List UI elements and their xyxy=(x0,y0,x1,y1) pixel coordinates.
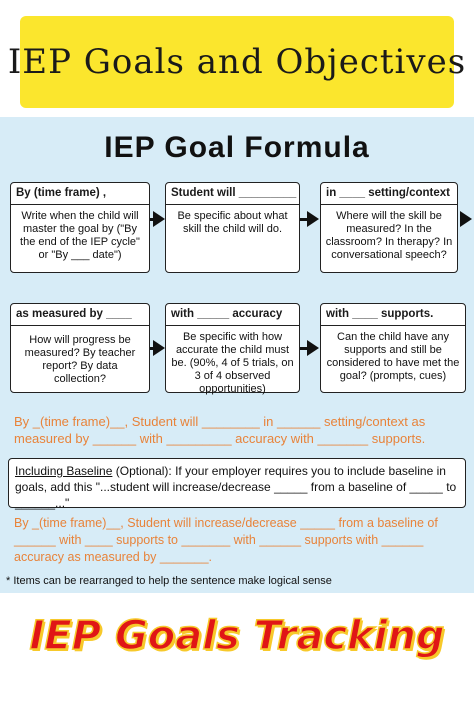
tracking-title: IEP Goals Tracking xyxy=(29,613,445,659)
step-student-text: Be specific about what skill the child will do. xyxy=(177,210,288,235)
step-supports-heading: with ____ supports. xyxy=(321,304,465,326)
step-student-heading: Student will _________ xyxy=(166,183,299,205)
step-accuracy-text: Be specific with how accurate the child must be. (90%, 4 of 5 trials, on 3 of 4 observed opportunities) xyxy=(171,331,294,395)
arrow-right-icon xyxy=(153,211,165,227)
step-time-frame-text: Write when the child will master the goal by ("By the end of the IEP cycle" or "By ___ date") xyxy=(20,210,140,261)
arrow-right-icon xyxy=(307,211,319,227)
step-supports-box xyxy=(320,303,466,393)
step-measured-text: How will progress be measured? By teacher report? By data collection? xyxy=(24,334,136,385)
page-title: IEP Goals and Objectives xyxy=(7,42,467,82)
step-setting-heading: in ____ setting/context xyxy=(321,183,457,205)
step-supports-text: Can the child have any supports and still be considered to have met the goal? (prompts, cues) xyxy=(326,331,460,382)
formula-panel xyxy=(0,117,474,593)
baseline-label: Including Baseline xyxy=(15,464,113,478)
arrow-right-icon xyxy=(153,340,165,356)
arrow-right-icon xyxy=(460,211,472,227)
step-setting-box xyxy=(320,182,458,273)
step-student-box xyxy=(165,182,300,273)
step-accuracy-box xyxy=(165,303,300,393)
baseline-text: (Optional): If your employer requires you to include baseline in goals, add this "...student will increase/decrease _____ from a baseline of _____ to ______..." xyxy=(15,464,457,510)
arrow-right-icon xyxy=(307,340,319,356)
baseline-note xyxy=(8,458,466,508)
step-time-frame-box xyxy=(10,182,150,273)
formula-title: IEP Goal Formula xyxy=(104,131,370,164)
step-accuracy-heading: with _____ accuracy xyxy=(166,304,299,326)
baseline-sentence: By _(time frame)__, Student will increase/decrease _____ from a baseline of ______ with ____ supports to _______ with ______ supports with ______ accuracy as measured by _______. xyxy=(14,516,438,564)
step-time-frame-heading: By (time frame) , xyxy=(11,183,149,205)
formula-sentence: By _(time frame)__, Student will ________ in ______ setting/context as measured by ______ with _________ accuracy with _______ supports. xyxy=(14,414,426,446)
step-measured-heading: as measured by ____ xyxy=(11,304,149,326)
footnote: * Items can be rearranged to help the sentence make logical sense xyxy=(6,575,332,587)
top-banner xyxy=(7,16,467,108)
step-setting-text: Where will the skill be measured? In the classroom? In therapy? In conversational speech? xyxy=(325,210,453,261)
bottom-banner xyxy=(0,606,474,666)
step-measured-box xyxy=(10,303,150,393)
